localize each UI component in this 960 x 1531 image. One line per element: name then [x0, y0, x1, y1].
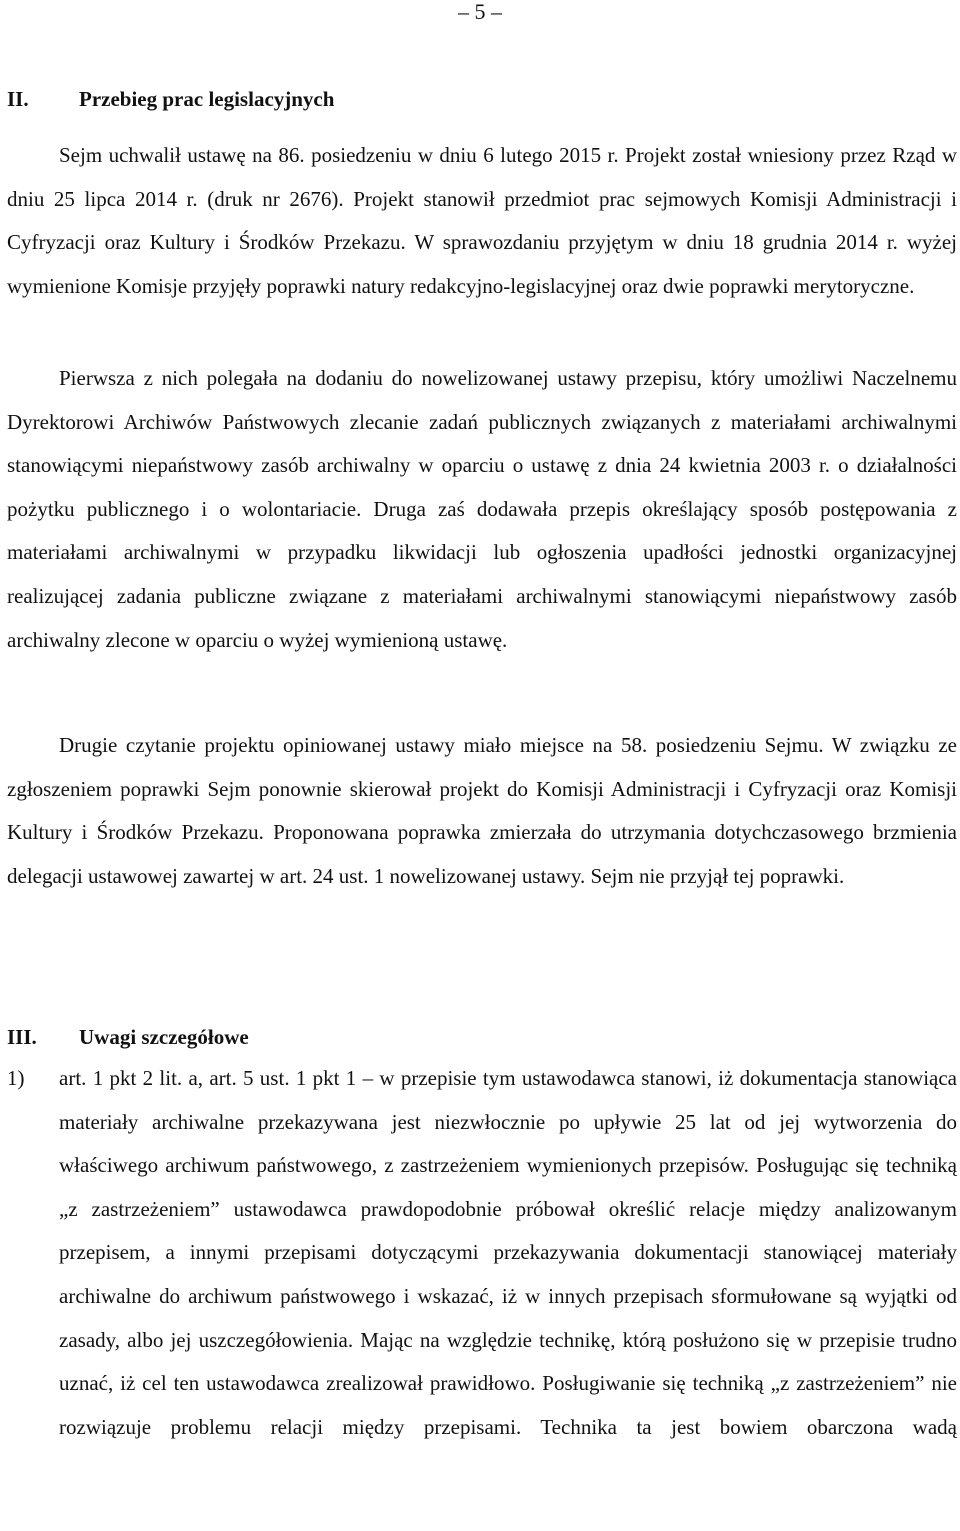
section-number: II. [7, 87, 29, 111]
section-number: III. [7, 1025, 37, 1049]
section-title: Przebieg prac legislacyjnych [79, 87, 335, 111]
list-item-marker: 1) [7, 1066, 25, 1090]
page-number: – 5 – [458, 0, 502, 24]
section-heading-2 [7, 85, 334, 113]
paragraph-second-reading: Drugie czytanie projektu opiniowanej ustawy miało miejsce na 58. posiedzeniu Sejmu. W związku ze zgłoszeniem poprawki Sejm ponownie skierował projekt do Komisji Administracji i Cyfryzacji oraz Komisji Kultury i Środków Przekazu. Proponowana poprawka zmierzała do utrzymania dotychczasowego brzmienia delegacji ustawowej zawartej w art. 24 ust. 1 nowelizowanej ustawy. Sejm nie przyjął tej poprawki. [7, 733, 957, 888]
list-item-text: art. 1 pkt 2 lit. a, art. 5 ust. 1 pkt 1 – w przepisie tym ustawodawca stanowi, iż dokumentacja stanowiąca materiały archiwalne przekazywana jest niezwłocznie po upływie 25 lat od jej wytworzenia do właściwego archiwum państwowego, z zastrzeżeniem wymienionych przepisów. Posługując się techniką „z zastrzeżeniem” ustawodawca prawdopodobnie próbował określić relacje między analizowanym przepisem, a innymi przepisami dotyczącymi przekazywania dokumentacji stanowiącej materiały archiwalne do archiwum państwowego i wskazać, iż w innych przepisach sformułowane są wyjątki od zasady, albo jej uszczegółowienia. Mając na względzie technikę, którą posłużono się w przepisie trudno uznać, iż cel ten ustawodawca zrealizował prawidłowo. Posługiwanie się techniką „z zastrzeżeniem” nie rozwiązuje problemu relacji między przepisami. Technika ta jest bowiem obarczona wadą [59, 1066, 957, 1439]
paragraph-legislative-history: Sejm uchwalił ustawę na 86. posiedzeniu w dniu 6 lutego 2015 r. Projekt został wniesiony przez Rząd w dniu 25 lipca 2014 r. (druk nr 2676). Projekt stanowił przedmiot prac sejmowych Komisji Administracji i Cyfryzacji oraz Kultury i Środków Przekazu. W sprawozdaniu przyjętym w dniu 18 grudnia 2014 r. wyżej wymienione Komisje przyjęły poprawki natury redakcyjno-legislacyjnej oraz dwie poprawki merytoryczne. [7, 143, 957, 298]
paragraph-amendments: Pierwsza z nich polegała na dodaniu do nowelizowanej ustawy przepisu, który umożliwi Naczelnemu Dyrektorowi Archiwów Państwowych zlecanie zadań publicznych związanych z materiałami archiwalnymi stanowiącymi niepaństwowy zasób archiwalny w oparciu o ustawę z dnia 24 kwietnia 2003 r. o działalności pożytku publicznego i o wolontariacie. Druga zaś dodawała przepis określający sposób postępowania z materiałami archiwalnymi w przypadku likwidacji lub ogłoszenia upadłości jednostki organizacyjnej realizującej zadania publiczne związane z materiałami archiwalnymi stanowiącymi niepaństwowy zasób archiwalny zlecone w oparciu o wyżej wymienioną ustawę. [7, 366, 957, 652]
section-title: Uwagi szczegółowe [79, 1025, 249, 1049]
section-heading-3 [7, 1023, 249, 1051]
